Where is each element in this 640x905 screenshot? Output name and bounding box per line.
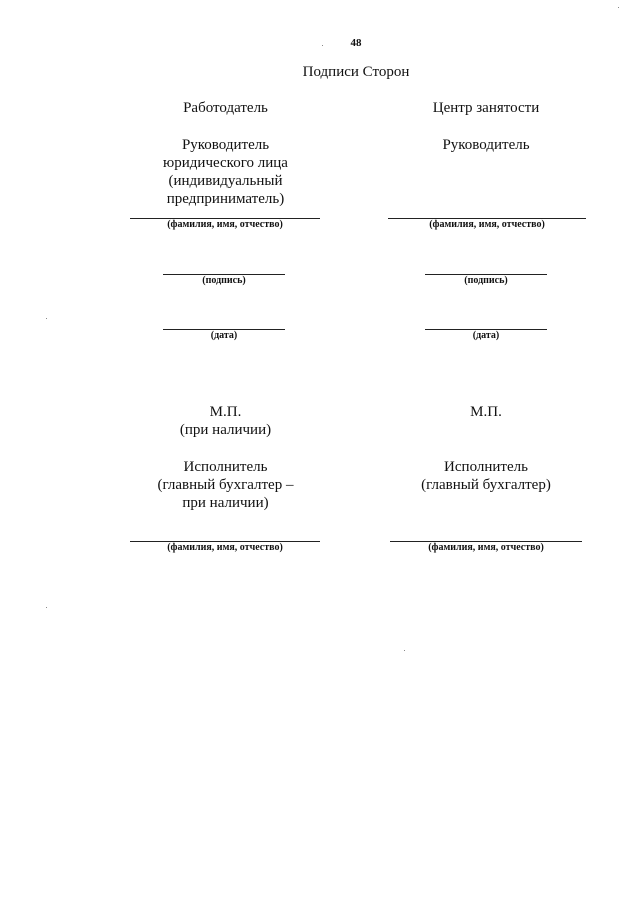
employer-executor-line: (главный бухгалтер – (157, 477, 294, 493)
employer-role-line: юридического лица (163, 155, 288, 171)
employer-signature-caption: (подпись) (202, 275, 246, 286)
employer-fio-caption: (фамилия, имя, отчество) (167, 219, 283, 230)
center-role-line: Руководитель (442, 137, 530, 153)
center-date-caption: (дата) (472, 330, 500, 341)
employer-executor-line: при наличии) (182, 495, 269, 511)
employer-executor-fio-caption: (фамилия, имя, отчество) (167, 542, 283, 553)
center-stamp (386, 403, 586, 421)
employer-stamp-line: (при наличии) (179, 422, 272, 438)
scan-speck (46, 318, 47, 319)
page-title: Подписи Сторон (302, 64, 410, 80)
center-fio-caption: (фамилия, имя, отчество) (429, 219, 545, 230)
employer-stamp-line: М.П. (209, 404, 242, 420)
center-executor (386, 458, 586, 494)
center-heading: Центр занятости (432, 100, 540, 116)
center-executor-line: (главный бухгалтер) (421, 477, 551, 493)
employer-date-caption: (дата) (210, 330, 238, 341)
center-signature-caption: (подпись) (464, 275, 508, 286)
center-executor-line: Исполнитель (444, 459, 528, 475)
employer-role-line: предприниматель) (166, 191, 285, 207)
employer-executor (128, 458, 323, 512)
center-executor-fio-caption: (фамилия, имя, отчество) (428, 542, 544, 553)
scan-speck (404, 650, 405, 651)
center-stamp-line: М.П. (470, 404, 502, 420)
employer-stamp (128, 403, 323, 439)
employer-heading: Работодатель (183, 100, 268, 116)
center-role (386, 136, 586, 154)
scan-speck (46, 607, 47, 608)
scan-speck (618, 7, 619, 8)
employer-role-line: (индивидуальный (168, 173, 283, 189)
employer-executor-line: Исполнитель (183, 459, 268, 475)
page-number: 48 (350, 37, 362, 49)
employer-role (128, 136, 323, 208)
employer-role-line: Руководитель (181, 137, 270, 153)
